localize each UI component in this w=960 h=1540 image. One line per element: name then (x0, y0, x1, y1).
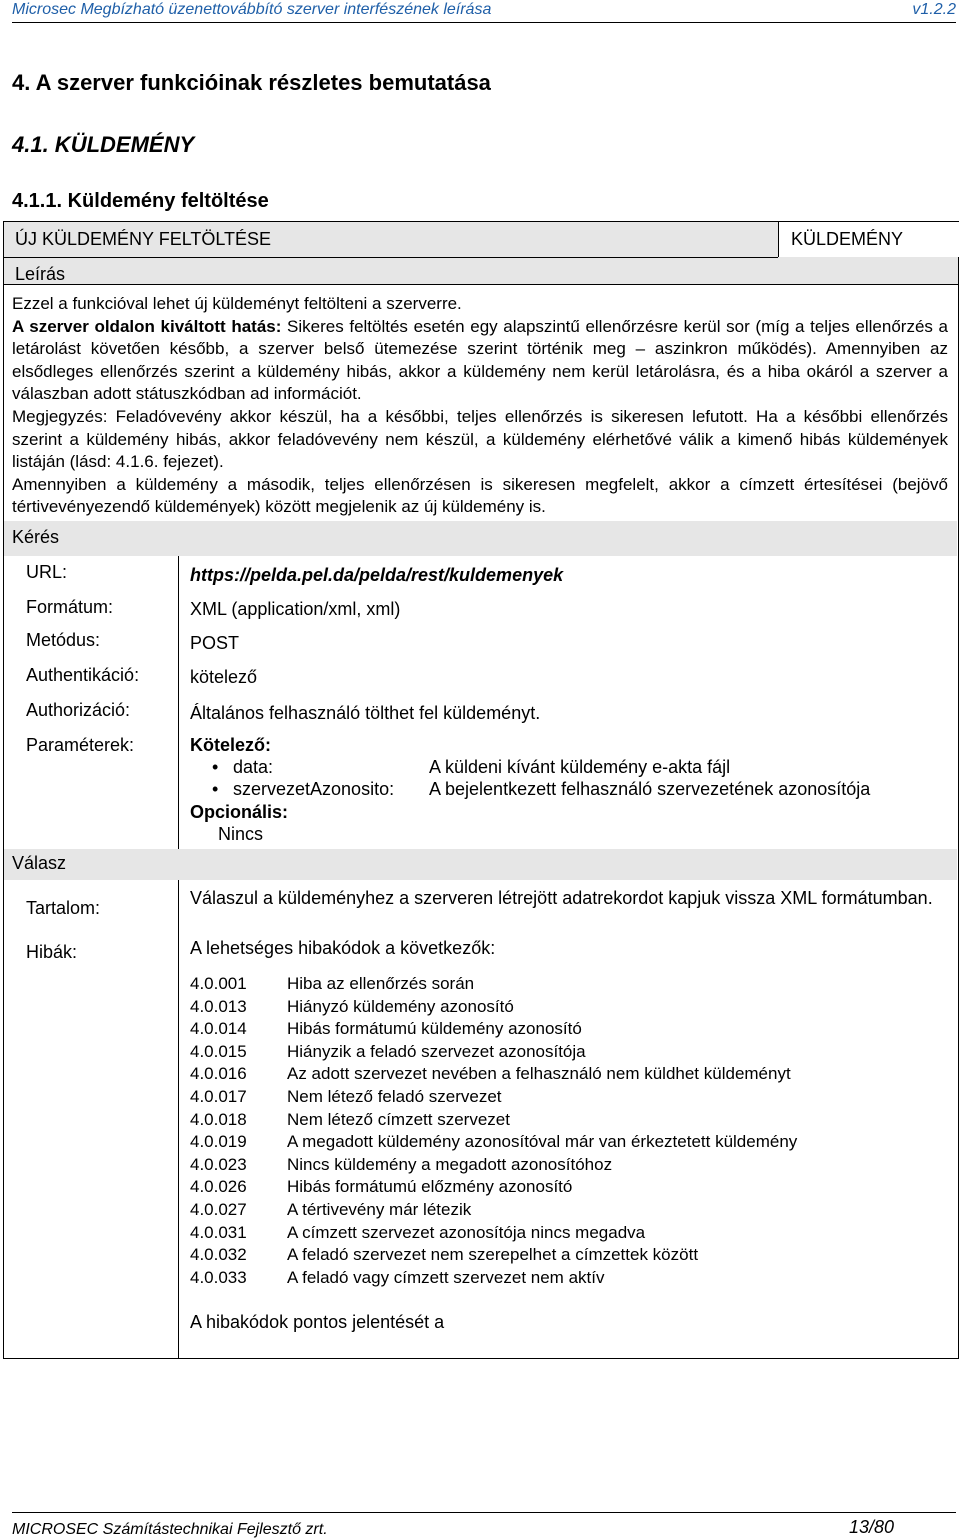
error-text: Nem létező címzett szervezet (287, 1109, 510, 1129)
error-row (190, 1132, 797, 1155)
error-text: Az adott szervezet nevében a felhasználó nem küldhet küldeményt (287, 1064, 791, 1084)
effect-label: A szerver oldalon kiváltott hatás: (12, 316, 282, 336)
effect-paragraph (12, 316, 948, 406)
error-text: Hibás formátumú előzmény azonosító (287, 1177, 573, 1197)
format-value: XML (application/xml, xml) (190, 599, 401, 619)
required-params-label: Kötelező: (190, 735, 271, 755)
response-section-header (4, 849, 957, 880)
errors-intro: A lehetséges hibakódok a következők: (190, 938, 496, 958)
error-row (190, 1019, 797, 1042)
divider (4, 257, 778, 258)
error-code: 4.0.015 (190, 1041, 247, 1061)
effect-text: Sikeres feltöltés esetén egy alapszintű ellenőrzésre kerül sor (míg a teljes ellenőrzés a letárolást követően később, a szerver belső ütemezése szerint történik meg – aszinkron működés). Amennyiben az elsődleges ellenőrzés szerint a küldemény hibás, akkor a küldemény nem kerül letárolásra, és a hiba okáról a szerver a válaszban adott státuszkódban ad információt. (12, 316, 948, 404)
heading-subsection: 4.1.1. Küldemény feltöltése (12, 190, 269, 212)
request-section-label: Kérés (12, 527, 60, 547)
error-row (190, 1245, 797, 1268)
error-list (190, 974, 797, 1290)
parameters-label: Paraméterek: (26, 735, 135, 755)
document-title: Microsec Megbízható üzenettovábbító szerver interfészének leírása (12, 1, 492, 18)
error-code: 4.0.013 (190, 996, 247, 1016)
request-section-header (4, 521, 957, 556)
authorization-value: Általános felhasználó tölthet fel küldeményt. (190, 703, 541, 723)
error-text: A megadott küldemény azonosítóval már van érkeztetett küldemény (287, 1132, 798, 1152)
param-description: A bejelentkezett felhasználó szervezetének azonosítója (429, 779, 871, 799)
url-label: URL: (26, 562, 68, 582)
error-code: 4.0.016 (190, 1064, 247, 1084)
method-label: Metódus: (26, 630, 101, 650)
description-line: Ezzel a funkcióval lehet új küldeményt feltölteni a szerverre. (12, 294, 462, 313)
description-text (12, 293, 948, 519)
error-code: 4.0.023 (190, 1154, 247, 1174)
error-code: 4.0.001 (190, 974, 247, 993)
description-label: Leírás (15, 264, 66, 284)
error-row (190, 1177, 797, 1200)
error-row (190, 1200, 797, 1223)
error-code: 4.0.026 (190, 1177, 247, 1197)
errors-outro: A hibakódok pontos jelentését a (190, 1312, 445, 1332)
column-divider (178, 880, 179, 1358)
note-paragraph: Megjegyzés: Feladóvevény akkor készül, ha a későbbi, teljes ellenőrzés is sikeresen lefutott. Ha a későbbi ellenőrzés szerint a küldemény hibás, akkor feladóvevény nem készül, a küldemény elérhetővé válik a kimenő hibás küldemények listáján (lásd: 4.1.6. fejezet). (12, 406, 948, 472)
error-code: 4.0.032 (190, 1245, 247, 1265)
function-box-header (3, 221, 959, 285)
error-text: Hibás formátumú küldemény azonosító (287, 1019, 582, 1039)
content-label: Tartalom: (26, 898, 101, 918)
page-header (12, 0, 956, 23)
format-label: Formátum: (26, 597, 114, 617)
error-text: Hiányzó küldemény azonosító (287, 996, 514, 1016)
response-section-label: Válasz (12, 853, 67, 873)
error-text: A feladó vagy címzett szervezet nem aktív (287, 1267, 605, 1287)
param-bullet: • (212, 757, 219, 777)
function-title: ÚJ KÜLDEMÉNY FELTÖLTÉSE (15, 229, 272, 249)
error-code: 4.0.014 (190, 1019, 247, 1039)
error-row (190, 1087, 797, 1110)
error-text: A feladó szervezet nem szerepelhet a címzettek között (287, 1245, 699, 1265)
authorization-label: Authorizáció: (26, 700, 131, 720)
error-row (190, 974, 797, 997)
error-row (190, 997, 797, 1020)
column-divider (178, 556, 179, 851)
heading-section: 4.1. KÜLDEMÉNY (12, 132, 195, 157)
page-footer (12, 1512, 956, 1538)
function-category: KÜLDEMÉNY (791, 229, 904, 249)
content-value: Válaszul a küldeményhez a szerveren létrejött adatrekordot kapjuk vissza XML formátumban. (190, 888, 933, 908)
error-row (190, 1110, 797, 1133)
error-text: A tértivevény már létezik (287, 1199, 472, 1219)
param-bullet: • (212, 779, 219, 799)
error-code: 4.0.019 (190, 1132, 247, 1152)
authentication-value: kötelező (190, 667, 258, 687)
final-paragraph: Amennyiben a küldemény a második, teljes ellenőrzésen is sikeresen megfelelt, akkor a címzett értesítései (bejövő tértivevényezendő küldemények) között megjelenik az új küldemény is. (12, 474, 948, 517)
error-row (190, 1042, 797, 1065)
optional-params-value: Nincs (218, 824, 264, 844)
authentication-label: Authentikáció: (26, 665, 140, 685)
param-name: data: (233, 757, 274, 777)
param-name: szervezetAzonosito: (233, 779, 395, 799)
errors-label: Hibák: (26, 942, 78, 962)
error-row (190, 1223, 797, 1246)
error-text: Nincs küldemény a megadott azonosítóhoz (287, 1154, 613, 1174)
optional-params-label: Opcionális: (190, 802, 289, 822)
error-code: 4.0.017 (190, 1086, 247, 1106)
function-category-cell (778, 222, 959, 257)
error-code: 4.0.018 (190, 1109, 247, 1129)
company-name: MICROSEC Számítástechnikai Fejlesztő zrt. (12, 1521, 328, 1538)
document-version: v1.2.2 (912, 1, 956, 18)
method-value: POST (190, 633, 240, 653)
param-description: A küldeni kívánt küldemény e-akta fájl (429, 757, 731, 777)
error-text: Hiba az ellenőrzés során (287, 974, 475, 993)
page-number: 13/80 (848, 1517, 894, 1537)
error-code: 4.0.033 (190, 1267, 247, 1287)
error-text: Nem létező feladó szervezet (287, 1086, 502, 1106)
error-row (190, 1268, 797, 1291)
error-row (190, 1155, 797, 1178)
url-value: https://pelda.pel.da/pelda/rest/kuldemenyek (190, 565, 564, 585)
error-code: 4.0.027 (190, 1199, 247, 1219)
error-text: A címzett szervezet azonosítója nincs megadva (287, 1222, 646, 1242)
error-row (190, 1064, 797, 1087)
error-code: 4.0.031 (190, 1222, 247, 1242)
error-text: Hiányzik a feladó szervezet azonosítója (287, 1041, 586, 1061)
heading-chapter: 4. A szerver funkcióinak részletes bemutatása (12, 70, 491, 95)
